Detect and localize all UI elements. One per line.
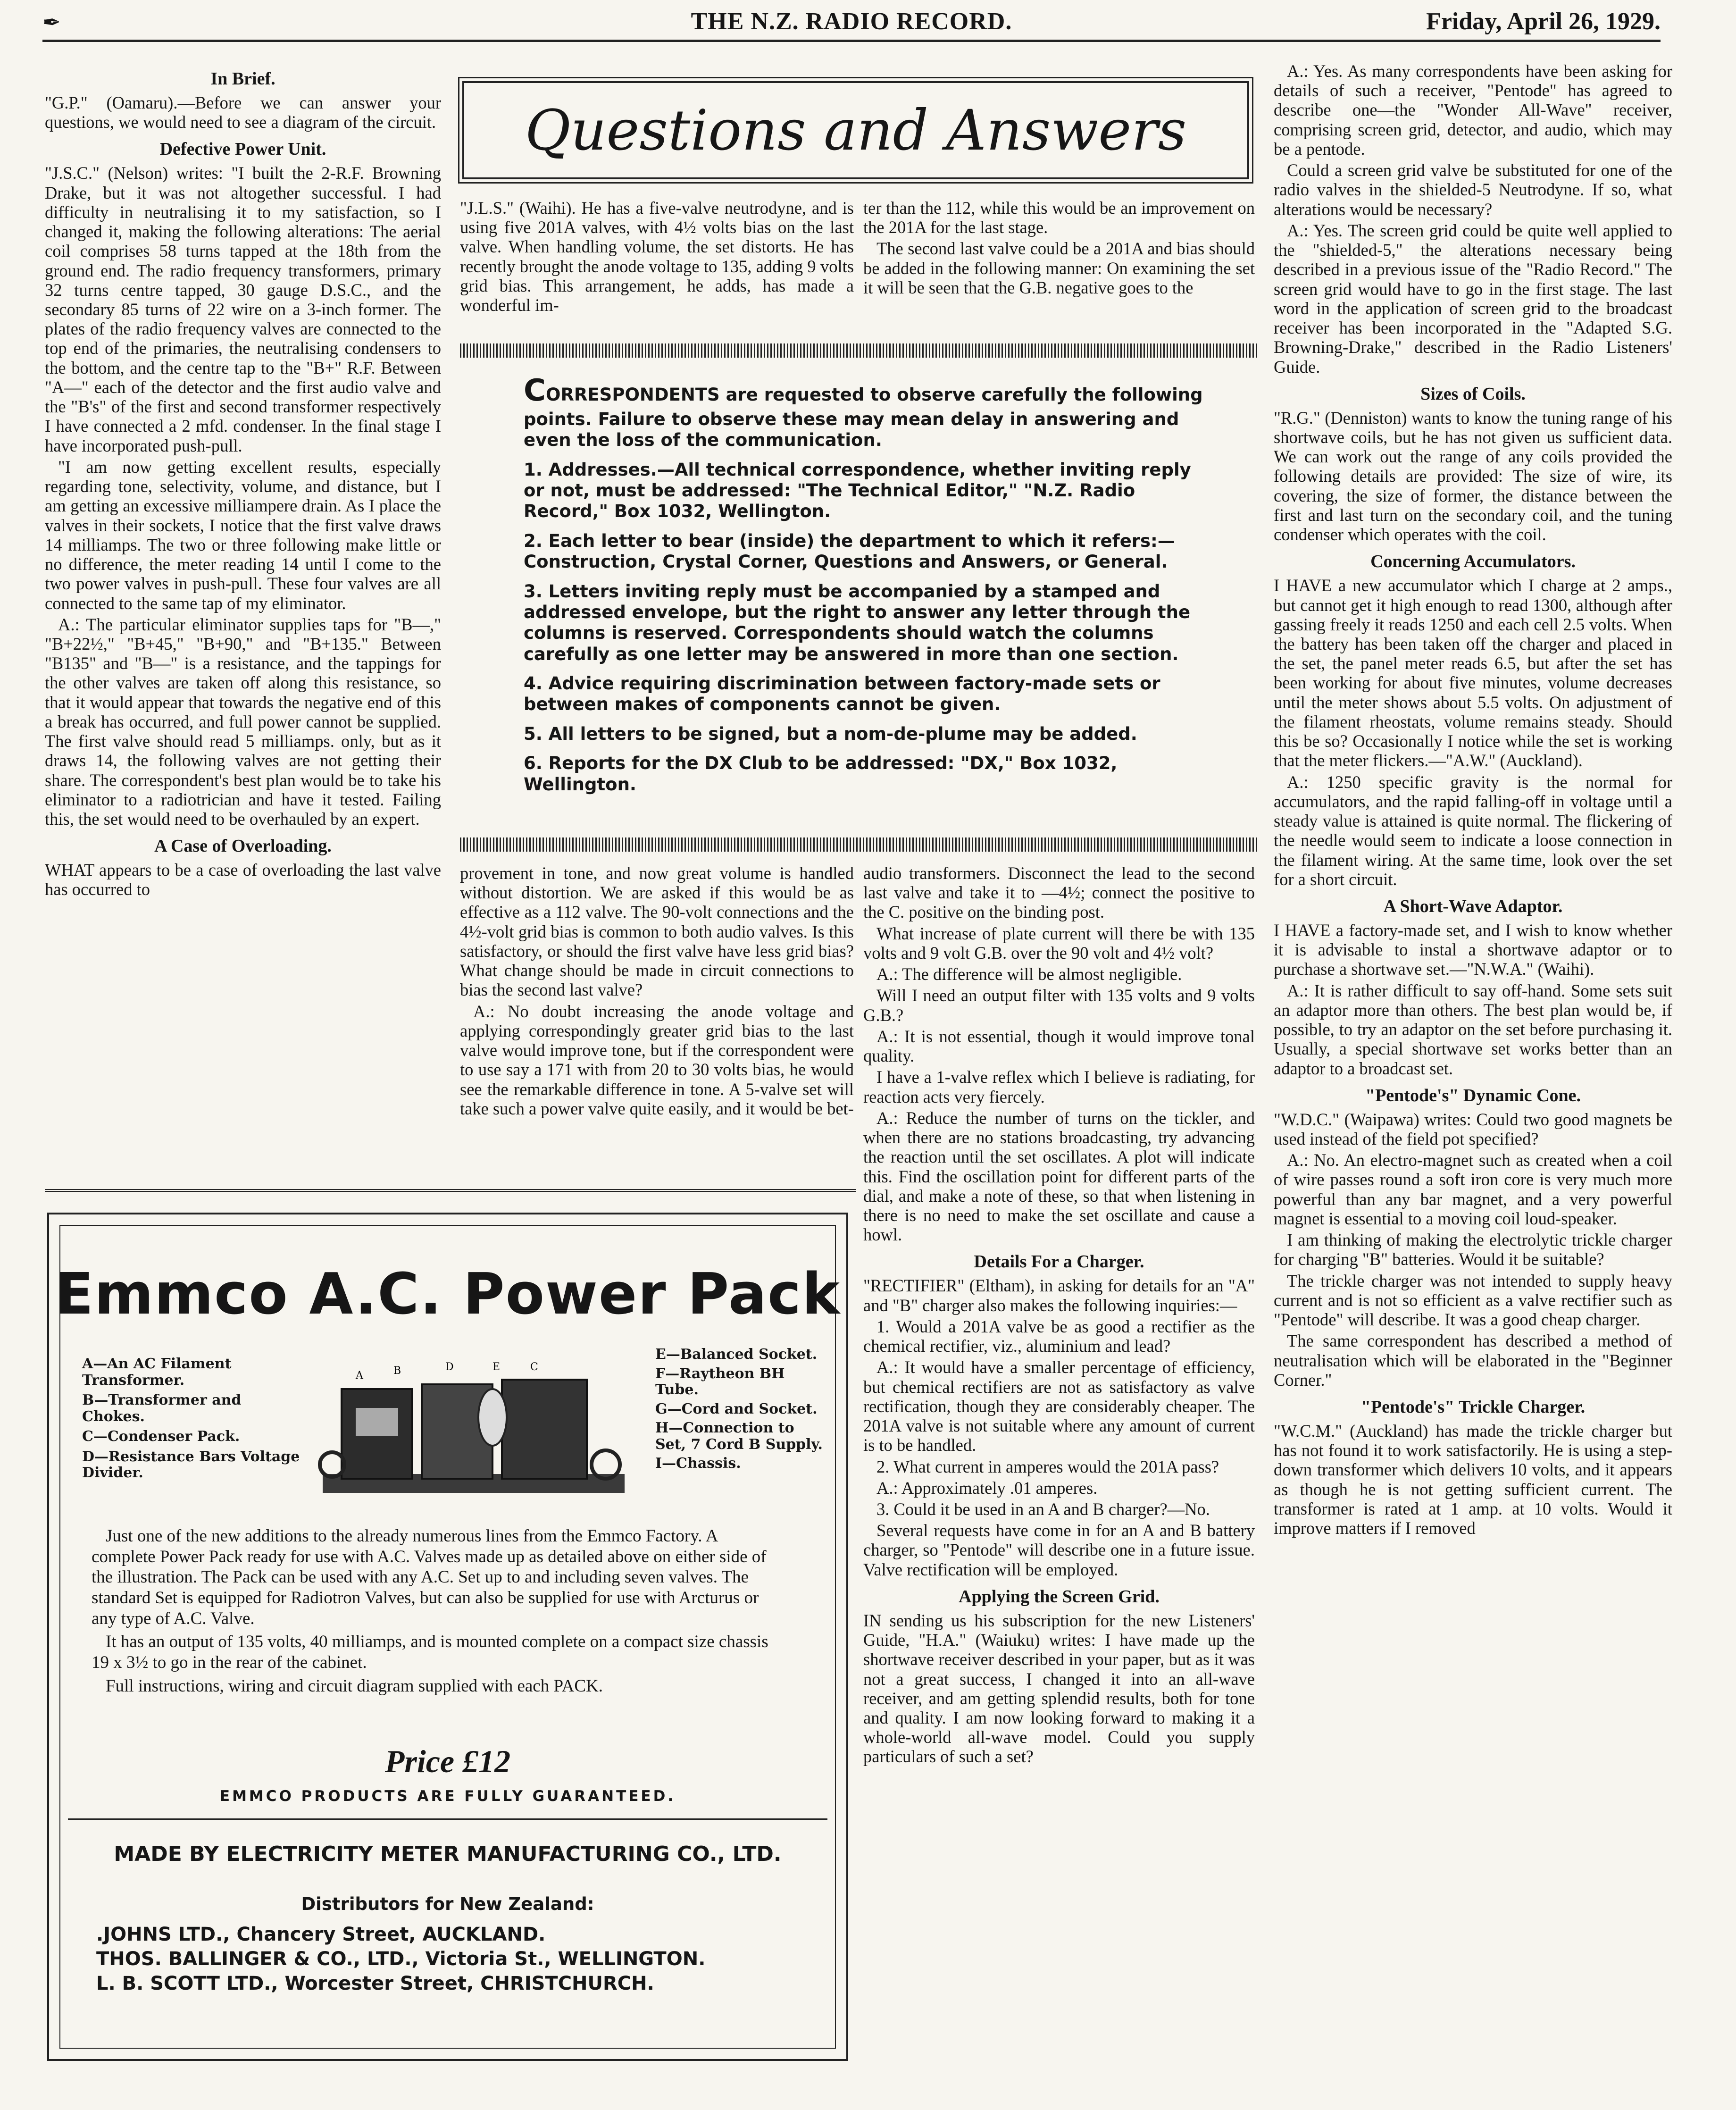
- heading-in-brief: In Brief.: [210, 69, 275, 89]
- notice-rule-4: 4. Advice requiring discrimination between factory-made sets or between makes of components cannot be given.: [524, 673, 1160, 715]
- col3-p2: What increase of plate current will there be with 135 volts and 9 volt G.B. over the 90 volt and 4½ volt?: [863, 923, 1255, 963]
- heading-screen-grid: Applying the Screen Grid.: [959, 1586, 1160, 1607]
- acc-answer: A.: 1250 specific gravity is the normal for accumulators, and the rapid falling-off in voltage until a steady value is attained is quite normal. The flickering of the needle would seem to indicate a loose connection in the filament wiring. At the same time, look over the set for a short circuit.: [1274, 772, 1672, 889]
- part-e: E—Balanced Socket.: [655, 1346, 818, 1363]
- rule-stripe-bottom: [460, 837, 1257, 852]
- col4-p2: Could a screen grid valve be substituted for one of the radio valves in the shielded-5 Neutrodyne. If so, what alterations would be necessary?: [1274, 160, 1672, 219]
- col3-p3: A.: The difference will be almost negligible.: [876, 964, 1182, 984]
- ad-price: Price £12: [384, 1743, 511, 1779]
- part-d: D—Resistance Bars Voltage Divider.: [82, 1448, 300, 1481]
- acc-letter: I HAVE a new accumulator which I charge at 2 amps., but cannot get it high enough to read 1300, although after gassing freely it reads 1250 and each cell 2.5 volts. When the battery has been taken off the charger and placed in the set, the panel meter reads 6.5, but after the set has been working for about five minutes, volume decreases until the meter shows about 5.5 volts. On adjustment of the filament rheostats, volume remains steady. Should this be so? Occasionally I notice while the set is working that the meter flickers.—"A.W." (Auckland).: [1274, 576, 1672, 770]
- charger-c5: A.: Approximately .01 amperes.: [876, 1478, 1098, 1498]
- heading-overloading: A Case of Overloading.: [154, 836, 332, 856]
- ad-body-2: It has an output of 135 volts, 40 milliamps, and is mounted complete on a compact size chassis 19 x 3½ to go in the rear of the cabinet.: [92, 1632, 768, 1672]
- jls-letter-cont: provement in tone, and now great volume is handled without distortion. We are asked if this would be as effective as a 112 valve. The 90-volt connections and the 4½-volt grid bias is common to both audio valves. Is this satisfactory, or should the first valve have less grid bias? What change should be made in circuit connections to bias the second last valve?: [460, 863, 854, 1000]
- part-a: A—An AC Filament Transformer.: [82, 1356, 232, 1389]
- part-c: C—Condenser Pack.: [82, 1428, 240, 1445]
- cone-2: A.: No. An electro-magnet such as created when a coil of wire passes round a soft iron core is very much more powerful than any bar magnet, and a very powerful magnet is essential to a moving coil loud-speaker.: [1274, 1150, 1672, 1228]
- cone-3: I am thinking of making the electrolytic trickle charger for charging "B" batteries. Would it be suitable?: [1274, 1230, 1672, 1269]
- distributor-wellington: THOS. BALLINGER & CO., LTD., Victoria St., WELLINGTON.: [96, 1948, 706, 1970]
- charger-c3: A.: It would have a smaller percentage of efficiency, but chemical rectifiers are not as satisfactory as valve rectification, though they are considerably cheaper. The 201A valve is not suitable where any amount of current is to be handled.: [863, 1357, 1255, 1455]
- heading-trickle: "Pentode's" Trickle Charger.: [1360, 1397, 1586, 1417]
- distributor-auckland: .JOHNS LTD., Chancery Street, AUCKLAND.: [96, 1924, 546, 1945]
- trickle-text: "W.C.M." (Auckland) has made the trickle charger but has not found it to work satisfactorily. He is using a step-down transformer which delivers 10 volts, and it appears as though he is not getting sufficient current. The transformer is rated at 1 amp. at 10 volts. Would it improve matters if I removed: [1274, 1421, 1672, 1538]
- heading-accumulators: Concerning Accumulators.: [1370, 552, 1576, 572]
- jls-letter: "J.L.S." (Waihi). He has a five-valve neutrodyne, and is using five 201A valves, with 4½ volts bias on the last valve. When handling volume, the set distorts. He has recently brought the anode voltage to 135, adding 9 volts grid bias. This arrangement, he adds, has made a wonderful im-: [460, 198, 854, 315]
- rule-stripe-top: [460, 343, 1257, 358]
- charger-c1: "RECTIFIER" (Eltham), in asking for details for an "A" and "B" charger also makes the following inquiries:—: [863, 1276, 1255, 1315]
- part-g: G—Cord and Socket.: [655, 1400, 818, 1417]
- power-answer: A.: The particular eliminator supplies taps for "B—," "B+22½," "B+45," "B+90," and "B+135." Between "B135" and "B—" is a resistance, and the tappings for the other valves are taken off along this resistance, so that it would appear that towards the negative end of this a break has occurred, and full power cannot be supplied. The first valve should read 5 milliamps. only, but as it draws 14, the following valves are not getting their share. The correspondent's best plan would be to take his eliminator to a radiotrician and have it tested. Failing this, the set would need to be overhauled by an expert.: [45, 614, 441, 829]
- charger-c6: 3. Could it be used in an A and B charger?—No.: [876, 1499, 1210, 1519]
- col4-p1: A.: Yes. As many correspondents have been asking for details of such a receiver, "Pentode" has agreed to describe one—the "Wonder All-Wave" receiver, comprising screen grid, detector, and audio, which may be a pentode.: [1274, 61, 1672, 159]
- notice-rule-1: 1. Addresses.—All technical correspondence, whether inviting reply or not, must be addressed: "The Technical Editor," "N.Z. Radio Record," Box 1032, Wellington.: [524, 459, 1191, 522]
- ad-separator: [45, 1189, 856, 1192]
- ad-title: Emmco A.C. Power Pack: [55, 1262, 841, 1327]
- ad-guarantee: EMMCO PRODUCTS ARE FULLY GUARANTEED.: [219, 1788, 676, 1805]
- power-letter: "J.S.C." (Nelson) writes: "I built the 2-R.F. Browning Drake, but it was not altogether successful. I had difficulty in neutralising it to my satisfaction, so I changed it, making the following alterations: The aerial coil comprises 58 turns tapped at the 18th from the ground end. The radio frequency transformers, primary 32 turns centre tapped, 30 gauge D.S.C., and the secondary 85 turns of 22 wire on a 3-inch former. The plates of the radio frequency valves are connected to the top end of the primaries, the neutralising condensers to the bottom, and the centre tap to the "B+" R.F. Between "A—" each of the detector and the first audio valve and the "B's" of the first and second transformer respectively I have connected a 2 mfd. condenser. In the final stage I have incorporated push-pull.: [45, 163, 441, 455]
- cone-5: The same correspondent has described a method of neutralisation which will be elaborated in the "Beginner Corner.": [1274, 1331, 1672, 1390]
- ad-maker: MADE BY ELECTRICITY METER MANUFACTURING CO., LTD.: [114, 1842, 782, 1866]
- sw-answer: A.: It is rather difficult to say off-hand. Some sets suit an adaptor more than others. The best plan would be, if possible, to try an adaptor on the set before purchasing it. Usually, a special shortwave set works better than an adaptor to a broadcast set.: [1274, 980, 1672, 1078]
- col3-p1: audio transformers. Disconnect the lead to the second last valve and take it to —4½; connect the positive to the C. positive on the binding post.: [863, 863, 1255, 922]
- ad-body-1: Just one of the new additions to the already numerous lines from the Emmco Factory. A complete Power Pack ready for use with A.C. Valves made up as detailed above on either side of the illustration. The Pack can be used with any A.C. Set up to and including seven valves. The standard Set is equipped for Radiotron Valves, but can also be supplied for use with Arcturus or any type of A.C. Valve.: [92, 1526, 767, 1628]
- column-3-top: [863, 198, 1255, 299]
- overload-text: WHAT appears to be a case of overloading the last valve has occurred to: [45, 860, 441, 899]
- heading-shortwave: A Short-Wave Adaptor.: [1383, 896, 1563, 917]
- heading-defective-power: Defective Power Unit.: [159, 139, 326, 159]
- cone-4: The trickle charger was not intended to supply heavy current and is not so efficient as a valve rectifier such as "Pentode" will describe. It was a good cheap charger.: [1274, 1271, 1672, 1330]
- col3-p7: A.: Reduce the number of turns on the tickler, and when there are no stations broadcasting, try advancing the reaction until the set oscillates. A plot will indicate this. Find the oscillation point for different parts of the dial, and make a note of these, so that when listening in there is no need to make the set oscillate and cause a howl.: [863, 1108, 1255, 1245]
- power-pack-illustration: [313, 1356, 643, 1512]
- diagram-letter-a: A: [356, 1370, 363, 1382]
- col4-p3: A.: Yes. The screen grid could be quite well applied to the "shielded-5," the alterations necessary being described in a previous issue of the "Radio Record." The screen grid would have to go in the first stage. The last word in the application of screen grid to the broadcast receiver has been incorporated in the "Adapted S.G. Browning-Drake," described in the Radio Listeners' Guide.: [1274, 220, 1672, 377]
- col3-p5: A.: It is not essential, though it would improve tonal quality.: [863, 1026, 1255, 1066]
- diagram-letter-e: E: [492, 1361, 501, 1373]
- cone-1: "W.D.C." (Waipawa) writes: Could two good magnets be used instead of the field pot specified?: [1274, 1109, 1672, 1148]
- emmco-advertisement: [47, 1213, 848, 2061]
- ad-body-3: Full instructions, wiring and circuit diagram supplied with each PACK.: [106, 1676, 603, 1696]
- pen-mark-icon: ✒: [42, 10, 61, 34]
- notice-rule-6: 6. Reports for the DX Club to be addressed: "DX," Box 1032, Wellington.: [524, 753, 1118, 795]
- ad-distributors: [96, 1922, 705, 1996]
- ad-divider: [68, 1818, 827, 1820]
- heading-coils: Sizes of Coils.: [1420, 384, 1526, 404]
- coils-text: "R.G." (Denniston) wants to know the tuning range of his shortwave coils, but he has not given us sufficient data. We can work out the range of any coils provided the following details are provided: The size of wire, its covering, the size of former, the distance between the first and last turn on the secondary coil, and the tuning condenser which operates with the coil.: [1274, 408, 1672, 544]
- column-1: [45, 61, 441, 901]
- page-header: [42, 7, 1661, 42]
- column-4: [1274, 61, 1672, 1540]
- diagram-letter-d: D: [445, 1361, 454, 1373]
- jls-answer-cont: The second last valve could be a 201A and bias should be added in the following manner: On examining the set it will be seen that the G.B. negative goes to the: [863, 239, 1255, 297]
- power-letter-cont: "I am now getting excellent results, especially regarding tone, selectivity, volume, and distance, but I am getting an excessive milliampere drain. As I place the valves in their sockets, I notice that the first valve draws 14 milliamps. The two or three following make little or no difference, the meter reading 14 until I come to the two power valves in push-pull. These four valves are all connected to the same tap of my eliminator.: [45, 457, 441, 613]
- col3-p4: Will I need an output filter with 135 volts and 9 volts G.B.?: [863, 986, 1255, 1025]
- notice-intro: CORRESPONDENTS are requested to observe carefully the following points. Failure to observe these may mean delay in answering and even the loss of the communication.: [524, 373, 1203, 451]
- sw-letter: I HAVE a factory-made set, and I wish to know whether it is advisable to instal a shortwave adaptor or to purchase a shortwave set.—"N.W.A." (Waihi).: [1274, 920, 1672, 979]
- jls-answer-2: A.: No doubt increasing the anode voltage and applying correspondingly greater grid bias to the last valve would improve tone, but if the correspondent were to use say a 171 with from 20 to 30 volts bias, he would see the remarkable difference in tone. A 5-valve set will take such a power valve quite easily, and it would be bet-: [460, 1001, 854, 1118]
- heading-charger: Details For a Charger.: [974, 1252, 1144, 1272]
- heading-dynamic-cone: "Pentode's" Dynamic Cone.: [1365, 1085, 1581, 1105]
- notice-rule-5: 5. All letters to be signed, but a nom-de-plume may be added.: [524, 723, 1137, 744]
- part-f: F—Raytheon BH Tube.: [655, 1365, 785, 1398]
- column-2-bottom: [460, 863, 854, 1120]
- part-h: H—Connection to Set, 7 Cord B Supply.: [655, 1420, 823, 1453]
- correspondents-notice: [524, 373, 1208, 804]
- section-title: Questions and Answers: [525, 98, 1187, 163]
- diagram-letter-c: C: [530, 1361, 538, 1373]
- publication-title: THE N.Z. RADIO RECORD.: [691, 8, 1012, 35]
- ad-parts-left: [82, 1356, 304, 1482]
- diagram-letter-b: B: [393, 1365, 401, 1377]
- charger-c7: Several requests have come in for an A and B battery charger, so "Pentode" will describe one in a future issue. Valve rectification will be employed.: [863, 1521, 1255, 1579]
- distributor-christchurch: L. B. SCOTT LTD., Worcester Street, CHRISTCHURCH.: [96, 1973, 654, 1994]
- part-b: B—Transformer and Chokes.: [82, 1392, 242, 1425]
- notice-rule-2: 2. Each letter to bear (inside) the department to which it refers:—Construction, Crystal Corner, Questions and Answers, or General.: [524, 530, 1175, 572]
- issue-date: Friday, April 26, 1929.: [1426, 8, 1661, 35]
- section-title-box: [462, 81, 1249, 179]
- notice-rule-3: 3. Letters inviting reply must be accompanied by a stamped and addressed envelope, but the right to answer any letter through the columns is reserved. Correspondents should watch the columns carefully as one letter may be answered in more than one section.: [524, 581, 1191, 664]
- brief-text: "G.P." (Oamaru).—Before we can answer your questions, we would need to see a diagram of the circuit.: [45, 92, 441, 132]
- part-i: I—Chassis.: [655, 1455, 741, 1472]
- ad-body: [92, 1526, 785, 1699]
- ad-parts-right: [655, 1347, 825, 1472]
- screen-s1: IN sending us his subscription for the new Listeners' Guide, "H.A." (Waiuku) writes: I have made up the shortwave receiver described in your paper, but as it was not a great success, I changed it into an all-wave receiver, and am getting splendid results, both for tone and quality. I am now looking forward to making it a whole-world all-wave model. Could you supply particulars of such a set?: [863, 1610, 1255, 1767]
- jls-answer: ter than the 112, while this would be an improvement on the 201A for the last stage.: [863, 198, 1255, 237]
- col3-p6: I have a 1-valve reflex which I believe is radiating, for reaction acts very fiercely.: [863, 1067, 1255, 1106]
- charger-c4: 2. What current in amperes would the 201A pass?: [876, 1457, 1219, 1476]
- column-3-bottom: [863, 863, 1255, 1768]
- column-2-top: [460, 198, 854, 317]
- charger-c2: 1. Would a 201A valve be as good a rectifier as the chemical rectifier, viz., aluminium and lead?: [863, 1316, 1255, 1356]
- ad-distributors-heading: Distributors for New Zealand:: [301, 1894, 594, 1914]
